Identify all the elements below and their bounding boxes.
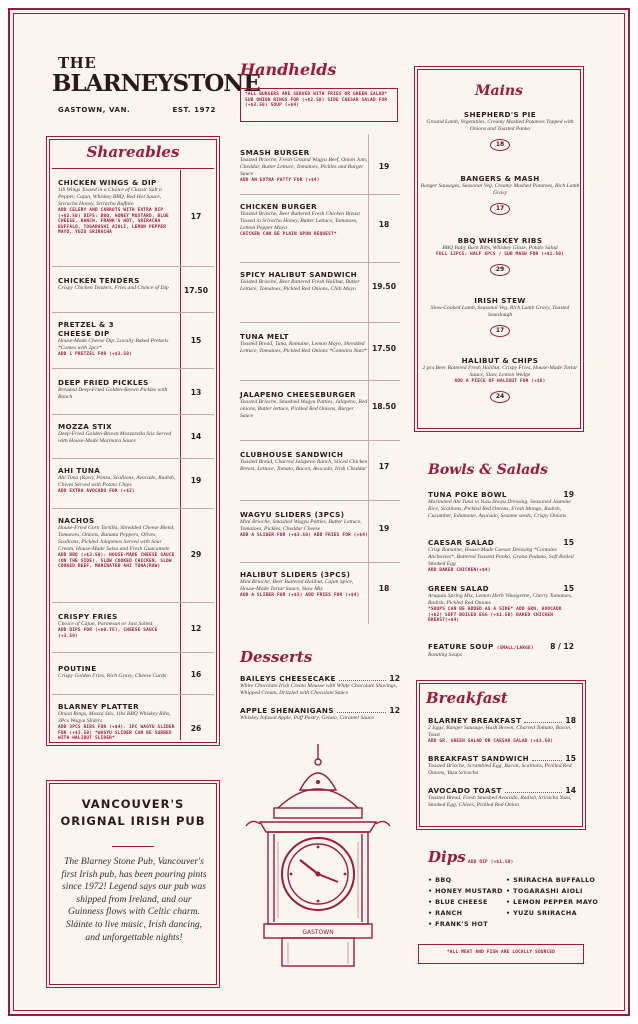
dips-title: Dips [428, 848, 466, 866]
item-name: BREAKFAST SANDWICH [428, 754, 530, 763]
dip-name: TOGARASHI AIOLI [513, 887, 583, 895]
item-description: Toasted Brioche, Fresh Ground Wagyu Beef, Onion Jam, Cheddar, Butter Lettuce, Tomatoes, Pickles and Burger Sauce [240, 157, 368, 177]
item-addon: ADD GR. GREEN SALAD OR CAESAR SALAD (+$3.50) [428, 739, 554, 744]
item-addon: ADD EXTRA AVOCADO FOR (+$2) [58, 489, 135, 494]
item-name: SMASH BURGER [240, 148, 310, 157]
item-addon: ADD 3PCS RIBS FOR (+$4). 1PC WAGYU SLIDER FOR (+$3.50) *WAGYU SLIDER CAN BE SUBBED WITH HALIBUT SLIDER* [58, 725, 175, 742]
item-addon: ADD 1 PRETZEL FOR (+$3.50) [58, 352, 132, 357]
item-price: 19.50 [371, 282, 397, 291]
item-price: 15 [563, 538, 574, 547]
item-price: 18 [378, 584, 390, 593]
breakfast-title: Breakfast [426, 689, 508, 707]
item-name: HALIBUT SLIDERS (3PCS) [240, 570, 351, 579]
item-description: BBQ Baby Back Ribs, Whiskey Glaze, Potato Salad [442, 245, 558, 251]
divider [240, 380, 400, 381]
item-description: Deep-Fried Golden-Brown Mozzarella Stix Served with House-Made Marinara Sauce [58, 431, 172, 444]
item-price: 12 [389, 674, 400, 683]
item-price: 17 [490, 203, 510, 215]
divider [240, 500, 400, 501]
item-description: 1lb Wings Tossed in a Choice of Classic Salt n Pepper, Cajun, Whiskey BBQ, Red Hot Sauce, Sriracha Honey, Sriracha Buffalo [58, 187, 162, 207]
item-description: Ahi Tuna (Raw), Ponzu, Scallions, Avocado, Radish, Chives Served with Potato Chips [58, 475, 176, 488]
item-price: 19 [190, 476, 202, 485]
price-column-divider [368, 134, 369, 624]
divider [52, 266, 214, 267]
dip-option: • LEMON PEPPER MAYO [506, 898, 599, 906]
dip-option: • BBQ [428, 876, 452, 884]
item-price: 17 [490, 325, 510, 337]
dot-leader [524, 718, 562, 723]
desserts-title: Desserts [240, 648, 313, 666]
menu-item [428, 754, 576, 777]
item-price: 15 [565, 754, 576, 763]
item-name: IRISH STEW [474, 296, 526, 305]
price-column-divider [180, 170, 181, 740]
item-description: Crispy Chicken Tenders, Fries and Choice of Dip [58, 285, 169, 291]
handhelds-title: Handhelds [240, 60, 337, 79]
item-name: CHICKEN WINGS & DIP [58, 178, 157, 187]
divider [52, 602, 214, 603]
divider [240, 322, 400, 323]
divider [52, 652, 214, 653]
item-price: 26 [190, 724, 202, 733]
menu-item [420, 236, 580, 276]
menu-item [428, 642, 574, 659]
clock-sign: GASTOWN [302, 929, 334, 936]
dip-name: FRANK'S HOT [435, 920, 488, 928]
item-name: AHI TUNA [58, 466, 101, 475]
item-description: Rotating Soups [428, 651, 463, 658]
dot-leader [337, 708, 387, 713]
menu-item [240, 706, 400, 722]
item-price: 15 [190, 336, 202, 345]
item-price: 18 [565, 716, 576, 725]
item-description: Arugula Spring Mix, Lemon Herb Vinaigrette, Cherry Tomatoes, Radish, Pickled Red Onions [428, 593, 573, 606]
item-description: Toasted Bread, Fresh Smashed Avocado, Radish, Sriracha Yuzu, Smoked Egg, Chives, Pickled Red Onion [428, 795, 572, 808]
item-price: 12 [389, 706, 400, 715]
mains-title: Mains [475, 83, 523, 99]
item-addon: ADD BBQ (+$3.50): HOUSE-MADE CHEESE SAUCE (ON THE SIDE), SLOW COOKED CHICKEN, SLOW COOKED BEEF, MARINATED AHI TUNA(RAW) [58, 553, 175, 570]
item-price: 19 [378, 162, 390, 171]
item-price: 13 [190, 388, 202, 397]
divider [240, 562, 400, 563]
dot-leader [505, 788, 563, 793]
divider [52, 168, 214, 169]
item-name: BANGERS & MASH [460, 174, 540, 183]
pub-story-text: The Blarney Stone Pub, Vancouver's first Irish pub, has been pouring pints since 1972! Legend says our pub was shipped from Ireland, and our Guinness flows with Celtic charm. Sláinte to live music, Irish dancing, and unforgettable nights! [61, 856, 207, 943]
item-price: 16 [190, 670, 202, 679]
item-description: Crispy Golden Fries, Rich Gravy, Cheese Curds [58, 673, 166, 679]
item-name: MOZZA STIX [58, 422, 113, 431]
item-price: 18 [490, 139, 510, 151]
item-description: Banger Sausages, Seasonal Veg, Creamy Mashed Potatoes, Rich Lamb Gravy [420, 183, 580, 196]
item-name: APPLE SHENANIGANS [240, 706, 334, 715]
item-name: BLARNEY BREAKFAST [428, 716, 522, 725]
item-price: 18.50 [371, 402, 397, 411]
dip-option: • FRANK'S HOT [428, 920, 488, 928]
divider [52, 368, 214, 369]
item-price: 18 [378, 220, 390, 229]
menu-item [420, 296, 580, 337]
item-name: TUNA MELT [240, 332, 289, 341]
item-description: Slow-Cooked Lamb, Seasonal Veg, Rich Lamb Gravy, Toasted Sourdough [430, 305, 570, 318]
item-description: Mini Brioche, Smashed Wagyu Patties, Butter Lettuce, Tomatoes, Pickles, Cheddar Cheese [240, 519, 362, 532]
logo-subline [58, 106, 216, 114]
divider [112, 846, 154, 847]
item-price: 17.50 [183, 286, 209, 295]
item-name: BAILEYS CHEESECAKE [240, 674, 336, 683]
dip-name: SRIRACHA BUFFALLO [513, 876, 596, 884]
item-description: Marinated Ahi Tuna in Yuzu Shoyu Dressing, Seasoned Jasmine Rice, Scallions, Pickled Red Onions, Fresh Mango, Radish, Cucumber, Edamame, Avocado, Sesame seeds, Crispy Onions [428, 499, 571, 519]
menu-item [420, 174, 580, 215]
item-price: 14 [565, 786, 576, 795]
item-name: SPICY HALIBUT SANDWICH [240, 270, 358, 279]
item-name: JALAPENO CHEESEBURGER [240, 390, 356, 399]
dot-leader [532, 756, 562, 761]
dips-add-price: ADD DIP (+$1.50) [468, 860, 514, 865]
item-price: 17.50 [371, 344, 397, 353]
dip-option: • BLUE CHEESE [428, 898, 488, 906]
dip-name: BBQ [435, 876, 452, 884]
item-addon: ADD DIPS FOR (+$0.75), CHEESE SAUCE (+3.50) [58, 628, 158, 639]
item-addon: ADD CELERY AND CARROTS WITH EXTRA DIP (+$2.50) DIPS: BBQ, HONEY MUSTARD, BLUE CHEESE, RANCH, FRANK'S HOT, SRIRACHA BUFFALO, TOGARASHI AIOLI, LEMON PEPPER MAYO, YUZU SRIRACHA [58, 208, 169, 236]
item-description: 2 Eggs, Banger Sausage, Hash Brown, Charred Tomato, Bacon, Toast [428, 725, 572, 738]
divider [240, 194, 400, 195]
menu-item [428, 490, 574, 520]
item-description: Onion Rings, Mozza Stix, 1lbs BBQ Whiskey Ribs, 3Pcs Wagyu Sliders [58, 711, 171, 724]
item-price: 17 [378, 462, 390, 471]
menu-item [420, 110, 580, 151]
item-price: 29 [190, 550, 202, 559]
item-addon: CHICKEN CAN BE PLAIN UPON REQUEST* [240, 232, 337, 237]
item-name: CHICKEN BURGER [240, 202, 318, 211]
item-description: Toasted Bread, Tuna, Romaine, Lemon Mayo, Shredded Lettuce, Tomatoes, Pickled Red Onions *Contains Nuts* [240, 341, 367, 354]
item-price: 19 [563, 490, 574, 499]
menu-item [428, 538, 574, 574]
divider [52, 458, 214, 459]
item-name: BLARNEY PLATTER [58, 702, 140, 711]
item-price: 12 [190, 624, 202, 633]
dip-option: • YUZU SRIRACHA [506, 909, 577, 917]
item-name: NACHOS [58, 516, 95, 525]
logo-established: EST. 1972 [172, 106, 216, 114]
item-price: 8 / 12 [550, 642, 574, 651]
item-addon: FULL 12PCS: HALF 6PCS / SUB MASH FOR (+$1.50) [436, 252, 564, 257]
menu-item [428, 786, 576, 809]
item-description: Mini Brioche, Beer Battered Halibut, Cajun Spice, House-Made Tartar Sauce, Slaw Mix [240, 579, 354, 592]
item-addon: ADD A PIECE OF HALIBUT FOR (+$8) [454, 379, 546, 384]
item-price: 17 [190, 212, 202, 221]
bowls-salads-title: Bowls & Salads [428, 462, 549, 478]
logo-the: THE [58, 54, 97, 72]
item-addon: ADD AN EXTRA PATTY FOR (+$4) [240, 178, 320, 183]
dip-option: • SRIRACHA BUFFALLO [506, 876, 596, 884]
divider [52, 694, 214, 695]
item-description: Toasted Bread, Charred Jalapeno Ranch, Sliced Chicken Breast, Lettuce, Tomato, Bacon, Avocado, Irish Cheddar [240, 459, 368, 472]
item-name: CRISPY FRIES [58, 612, 118, 621]
pub-story-title: VANCOUVER'S ORIGNAL IRISH PUB [60, 797, 206, 828]
item-description: Crisp Romaine, House-Made Caesar Dressing *Contains Anchovies*, Buttered Toasted Panko, Grana Padano, Soft Boiled Smoked Egg [428, 547, 574, 567]
item-size: (SMALL/LARGE) [496, 646, 534, 651]
dip-option: • TOGARASHI AIOLI [506, 887, 583, 895]
item-addon: ADD A SLIDER FOR (+$3.50) ADD FRIES FOR (+$4) [240, 533, 368, 538]
item-name: PRETZEL & 3 CHEESE DIP [58, 320, 114, 338]
item-name: DEEP FRIED PICKLES [58, 378, 149, 387]
item-description: White Chocolate Irish Cream Mousse with White Chocolate Shavings, Whipped Cream, Drizzled with Chocolate Sauce [240, 683, 398, 696]
item-name: FEATURE SOUP [428, 642, 494, 651]
item-name: HALIBUT & CHIPS [461, 356, 539, 365]
dip-name: HONEY MUSTARD [435, 887, 503, 895]
item-name: CAESAR SALAD [428, 538, 495, 547]
dip-name: BLUE CHEESE [435, 898, 488, 906]
dot-leader [339, 676, 387, 681]
item-price: 19 [378, 524, 390, 533]
item-price: 24 [490, 391, 510, 403]
menu-item [240, 674, 400, 697]
item-description: Ground Lamb, Vegetables, Creamy Mashed Potatoes Topped with Onions and Toasted Panko [426, 119, 574, 132]
item-name: WAGYU SLIDERS (3PCS) [240, 510, 345, 519]
item-name: BBQ WHISKEY RIBS [457, 236, 543, 245]
item-name: CHICKEN TENDERS [58, 276, 140, 285]
item-description: Toasted Brioche, Beer Battered Fresh Halibut, Butter Lettuce, Tomatoes, Pickled Red Onions, Chili Mayo [240, 279, 360, 292]
menu-item [428, 716, 576, 745]
item-name: TUNA POKE BOWL [428, 490, 507, 499]
dip-name: LEMON PEPPER MAYO [513, 898, 599, 906]
item-description: House-Fried Corn Tortilla, Shredded Cheese Blend, Tomatoes, Onions, Banana Peppers, Olives, Scallions, Pickled Jalapenos Served with Sour Cream, House-Made Salsa and Fresh Guacamole [58, 525, 175, 552]
item-description: Toasted Brioche, Smashed Wagyu Patties, Jalapeno, Red onions, Butter lettuce, Pickled Red Onions, Burger Sauce [240, 399, 368, 419]
item-description: Whiskey Infused Apple, Puff Pastry, Gelato, Caramel Sauce [240, 715, 374, 721]
item-addon: ADD A SLIDER FOR (+$3) ADD FRIES FOR (+$4) [240, 593, 360, 598]
sourcing-note: *ALL MEAT AND FISH ARE LOCALLY SOURCED [418, 944, 584, 964]
dip-option: • RANCH [428, 909, 463, 917]
menu-item [420, 356, 580, 403]
item-description: Toasted Brioche, Beer Battered Fresh Chicken Breast Tossed in Sriracha Honey, Butter Lettuce, Tomatoes, Lemon Pepper Mayo [240, 211, 360, 231]
logo-name: BLARNEYSTONE [52, 70, 260, 97]
item-name: CLUBHOUSE SANDWICH [240, 450, 344, 459]
divider [240, 262, 400, 263]
menu-item [428, 584, 574, 624]
dip-option: • HONEY MUSTARD [428, 887, 503, 895]
divider [52, 414, 214, 415]
item-description: Choice of Cajun, Parmesan or Just Salted [58, 621, 153, 627]
item-addon: ADD BAKED CHICKEN(+$4) [428, 568, 491, 573]
item-price: 15 [563, 584, 574, 593]
dip-name: YUZU SRIRACHA [513, 909, 577, 917]
shareables-title: Shareables [86, 143, 180, 161]
item-price: 29 [490, 264, 510, 276]
handhelds-note: *ALL BURGERS ARE SERVED WITH FRIES OR GREEN SALAD* SUB ONION RINGS FOR (+$2.50) SIDE CAESAR SALAD FOR (+$3.50) SOUP (+$4) [240, 88, 398, 122]
item-description: House-Made Cheese Dip, Locally Baked Pretzels *Comes with 2pcs* [58, 338, 169, 351]
item-name: GREEN SALAD [428, 584, 490, 593]
divider [52, 508, 214, 509]
divider [240, 440, 400, 441]
item-description: Breaded Deep-Fried Golden-Brown Pickles with Ranch [58, 387, 168, 400]
gastown-clock-illustration [238, 742, 398, 968]
dip-name: RANCH [435, 909, 463, 917]
item-description: 2 pcs Beer Battered Fresh Halibut, Crispy Fries, House-Made Tartar Sauce, Slaw, Lemon Wedge [422, 365, 578, 378]
item-addon: *SOUPS CAN BE ADDED AS A SIDE* ADD GRN. AVOCADO (+$2) SOFT BOILED EGG (+$1.50) BAKED CHICKEN BREAST(+$4) [428, 607, 562, 624]
item-description: Toasted Brioche, Scrambled Egg, Bacon, Scallions, Pickled Red Onions, Yuzu Sriracha [428, 763, 572, 776]
logo-location: GASTOWN, VAN. [58, 106, 131, 114]
item-name: POUTINE [58, 664, 97, 673]
item-price: 14 [190, 432, 202, 441]
item-name: AVOCADO TOAST [428, 786, 502, 795]
divider [52, 312, 214, 313]
item-name: SHEPHERD'S PIE [463, 110, 537, 119]
